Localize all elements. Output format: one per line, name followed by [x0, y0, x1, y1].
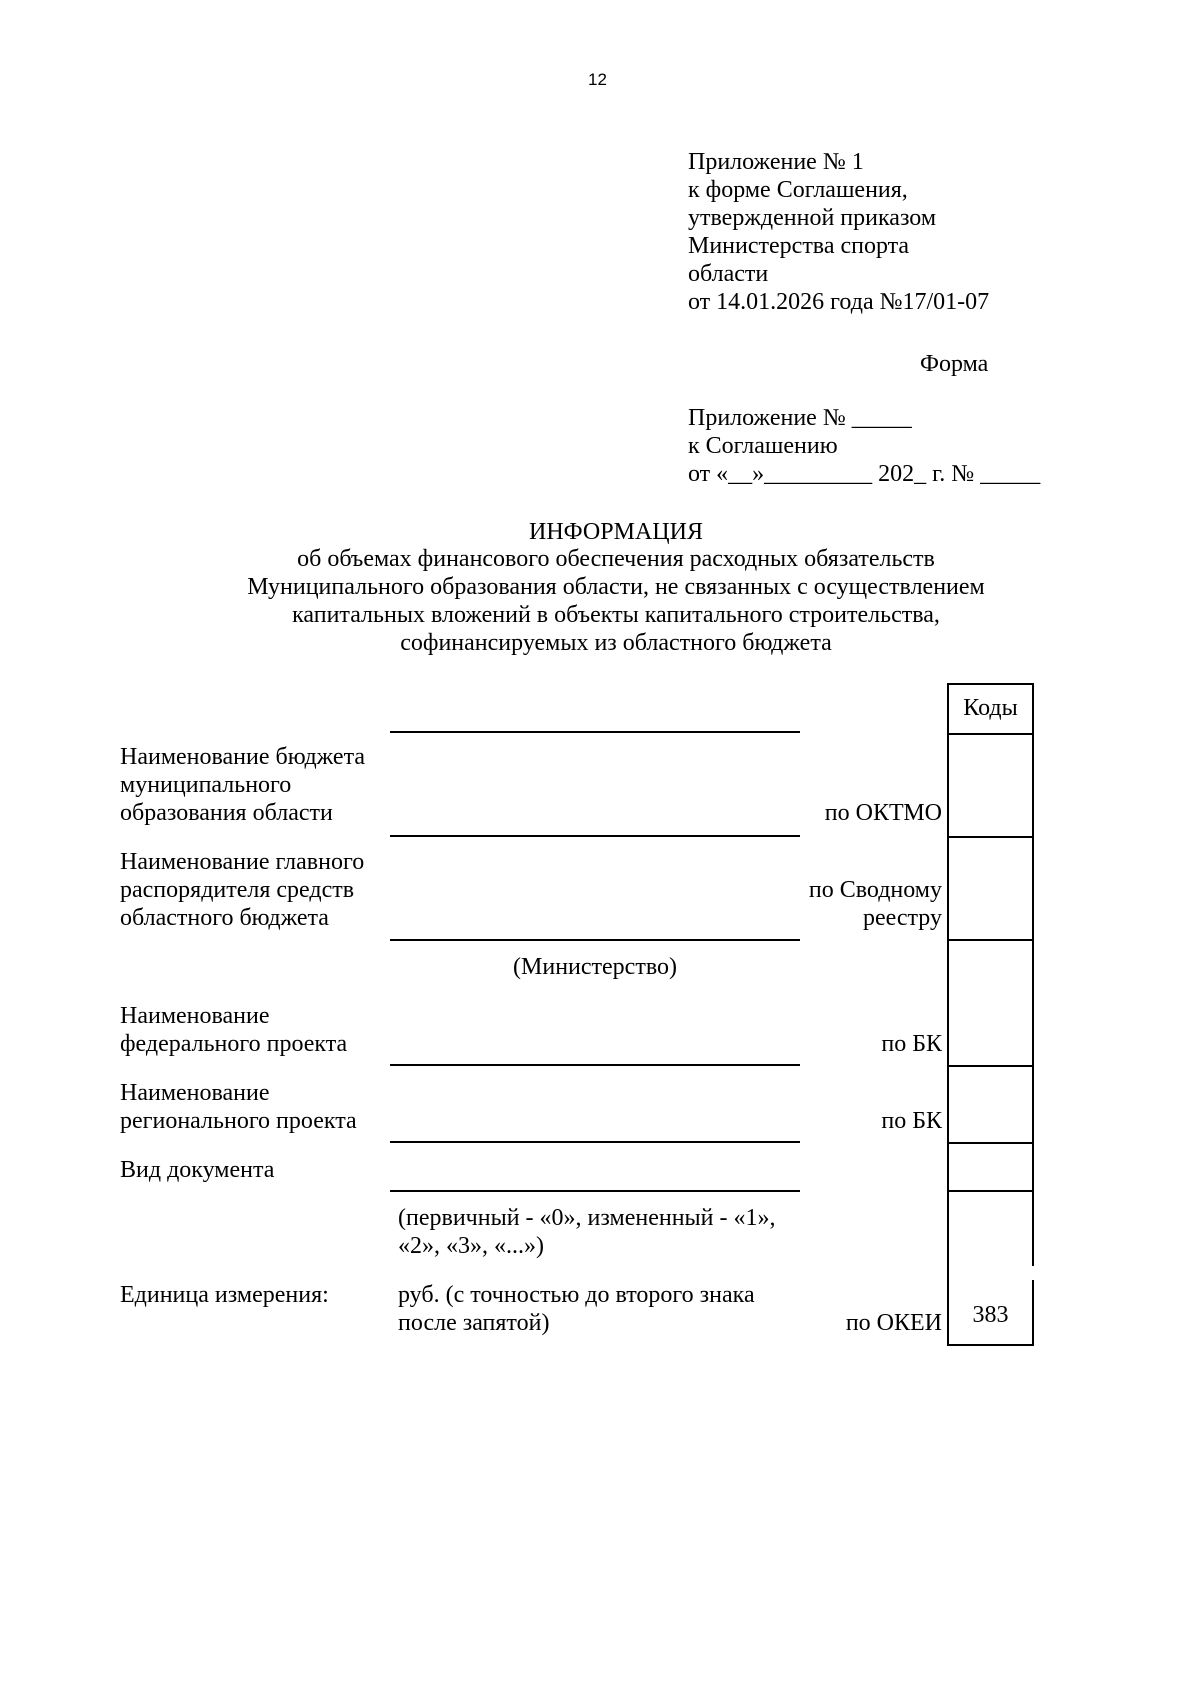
- label-line: реестру: [862, 905, 942, 931]
- codes-left-border: [947, 1190, 949, 1282]
- oktmo-label: по ОКТМО: [824, 800, 942, 826]
- document-subtitle: [0, 545, 1200, 657]
- page-number: 12: [588, 70, 607, 89]
- unit-value: [398, 1281, 755, 1337]
- manager-name-line: [390, 939, 800, 941]
- doc-type-hint: [398, 1204, 776, 1260]
- federal-project-label: [120, 1002, 347, 1058]
- label-line: распорядителя средств: [120, 877, 355, 903]
- label-line: Наименование: [120, 1080, 270, 1106]
- code-cell-doc-type[interactable]: [947, 1142, 1034, 1192]
- appendix-1-line: Министерства спорта: [688, 233, 910, 259]
- document-title: ИНФОРМАЦИЯ: [529, 519, 703, 545]
- regional-project-field[interactable]: [390, 1086, 800, 1138]
- label-line: образования области: [120, 800, 333, 826]
- label-line: по Сводному: [808, 877, 942, 903]
- code-cell-registry[interactable]: [947, 836, 1034, 941]
- appendix-2-line: Приложение № _____: [688, 405, 912, 431]
- label-line: Наименование главного: [120, 849, 365, 875]
- codes-header-cell: [947, 683, 1034, 735]
- codes-right-border: [1032, 1190, 1034, 1266]
- doc-type-line: [390, 1190, 800, 1192]
- unit-value-line: после запятой): [398, 1310, 550, 1336]
- manager-name-field[interactable]: [390, 840, 800, 936]
- code-cell-okei: [947, 1280, 1034, 1346]
- federal-project-line: [390, 1064, 800, 1066]
- budget-name-line: [390, 835, 800, 837]
- code-cell-oktmo[interactable]: [947, 733, 1034, 838]
- subtitle-line: Муниципального образования области, не связанных с осуществлением: [247, 574, 985, 600]
- label-line: Наименование: [120, 1003, 270, 1029]
- subtitle-line: об объемах финансового обеспечения расходных обязательств: [297, 546, 935, 572]
- manager-name-label: [120, 848, 364, 932]
- form-label: Форма: [920, 351, 989, 377]
- codes-header: Коды: [963, 695, 1018, 721]
- doc-type-label: Вид документа: [120, 1157, 275, 1183]
- budget-name-top-line: [390, 731, 800, 733]
- federal-bk-label: по БК: [881, 1031, 942, 1057]
- unit-label: Единица измерения:: [120, 1282, 329, 1308]
- label-line: федерального проекта: [120, 1031, 348, 1057]
- doc-type-field[interactable]: [390, 1148, 800, 1188]
- budget-name-label: [120, 743, 365, 827]
- appendix-2-line: от «__»_________ 202_ г. № _____: [688, 461, 1041, 487]
- appendix-2-line: к Соглашению: [688, 433, 838, 459]
- label-line: муниципального: [120, 772, 292, 798]
- okei-code-value: 383: [972, 1302, 1009, 1328]
- regional-project-line: [390, 1141, 800, 1143]
- unit-value-line: руб. (с точностью до второго знака: [398, 1282, 755, 1308]
- regional-project-label: [120, 1079, 357, 1135]
- budget-name-field[interactable]: [390, 737, 800, 833]
- appendix-1-block: [688, 148, 1108, 316]
- regional-bk-label: по БК: [881, 1108, 942, 1134]
- code-cell-regional-bk[interactable]: [947, 1065, 1034, 1144]
- federal-project-field[interactable]: [390, 1010, 800, 1062]
- hint-line: «2», «3», «...»): [398, 1233, 544, 1259]
- appendix-1-line: утвержденной приказом: [688, 205, 937, 231]
- okei-label: по ОКЕИ: [845, 1310, 942, 1336]
- appendix-1-line: к форме Соглашения,: [688, 177, 908, 203]
- appendix-1-line: от 14.01.2026 года №17/01-07: [688, 289, 990, 315]
- registry-label: [760, 876, 942, 932]
- subtitle-line: софинансируемых из областного бюджета: [400, 630, 832, 656]
- label-line: регионального проекта: [120, 1108, 357, 1134]
- label-line: Наименование бюджета: [120, 744, 366, 770]
- appendix-2-block: [688, 404, 1168, 488]
- hint-line: (первичный - «0», измененный - «1»,: [398, 1205, 776, 1231]
- appendix-1-line: Приложение № 1: [688, 149, 864, 175]
- subtitle-line: капитальных вложений в объекты капитального строительства,: [292, 602, 940, 628]
- appendix-1-line: области: [688, 261, 769, 287]
- ministry-hint: (Министерство): [513, 954, 677, 980]
- label-line: областного бюджета: [120, 905, 329, 931]
